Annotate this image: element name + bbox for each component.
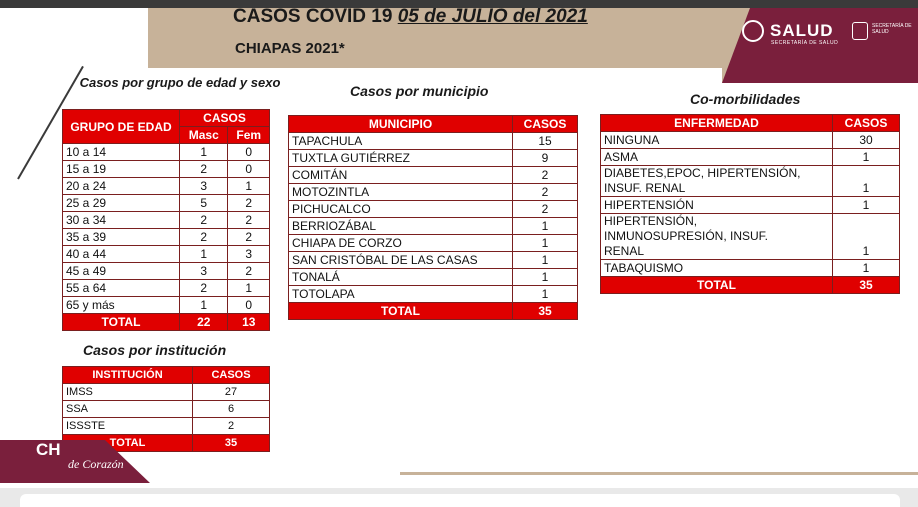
comorb-row	[601, 197, 900, 214]
title-date: 05 de JULIO del 2021	[397, 6, 588, 27]
municipio-total-row	[289, 303, 578, 320]
comorb-casos-cell: 1	[833, 197, 900, 214]
edad-fem-cell: 1	[228, 178, 270, 195]
edad-row	[63, 161, 270, 178]
comorb-name-line: TABAQUISMO	[604, 260, 684, 275]
institucion-section-title: Casos por institución	[83, 342, 227, 358]
chiapas-logo-tagline: de Corazón	[68, 457, 124, 471]
institucion-name-cell: IMSS	[63, 384, 193, 401]
comorb-casos-cell: 1	[833, 149, 900, 166]
edad-group-cell: 55 a 64	[63, 280, 180, 297]
gold-divider	[400, 472, 918, 475]
brand-cut	[722, 8, 750, 83]
edad-group-cell: 35 a 39	[63, 229, 180, 246]
edad-group-cell: 25 a 29	[63, 195, 180, 212]
municipio-casos-cell: 2	[513, 201, 578, 218]
comorb-row	[601, 132, 900, 149]
municipio-col-name: MUNICIPIO	[289, 116, 513, 133]
institucion-total-value: 35	[193, 435, 270, 452]
comorb-name-cell	[601, 149, 833, 166]
edad-masc-cell: 5	[180, 195, 228, 212]
edad-header-row	[63, 110, 270, 127]
municipio-name-cell: CHIAPA DE CORZO	[289, 235, 513, 252]
comorb-name-line: INSUF. RENAL	[604, 181, 686, 195]
page-subtitle: CHIAPAS 2021*	[235, 40, 345, 57]
chiapas-logo-text: CH	[36, 440, 61, 459]
institucion-casos-cell: 27	[193, 384, 270, 401]
comorb-casos-cell: 1	[833, 260, 900, 277]
edad-masc-cell: 2	[180, 161, 228, 178]
municipio-name-cell: PICHUCALCO	[289, 201, 513, 218]
edad-masc-cell: 1	[180, 297, 228, 314]
secretaria-text: SECRETARÍA DE SALUD	[872, 23, 912, 35]
comorb-total-value: 35	[833, 277, 900, 294]
municipio-section-title: Casos por municipio	[350, 83, 489, 99]
edad-masc-cell: 3	[180, 178, 228, 195]
edad-row	[63, 144, 270, 161]
municipio-casos-cell: 2	[513, 184, 578, 201]
edad-row	[63, 280, 270, 297]
municipio-name-cell: COMITÁN	[289, 167, 513, 184]
edad-fem-cell: 0	[228, 144, 270, 161]
comorb-name-cell	[601, 132, 833, 149]
municipio-casos-cell: 1	[513, 218, 578, 235]
edad-row	[63, 195, 270, 212]
edad-fem-cell: 3	[228, 246, 270, 263]
edad-fem-cell: 2	[228, 212, 270, 229]
edad-row	[63, 246, 270, 263]
edad-group-cell: 65 y más	[63, 297, 180, 314]
edad-row	[63, 297, 270, 314]
comorb-name-line: INMUNOSUPRESIÓN, INSUF.	[604, 229, 769, 243]
edad-fem-cell: 2	[228, 229, 270, 246]
institucion-row	[63, 418, 270, 435]
salud-logo-icon	[742, 20, 764, 42]
comorb-total-label: TOTAL	[601, 277, 833, 294]
municipio-casos-cell: 1	[513, 235, 578, 252]
comorb-section-title: Co-morbilidades	[690, 91, 801, 107]
municipio-name-cell: TAPACHULA	[289, 133, 513, 150]
municipio-row	[289, 235, 578, 252]
municipio-name-cell: SAN CRISTÓBAL DE LAS CASAS	[289, 252, 513, 269]
municipio-casos-cell: 1	[513, 286, 578, 303]
edad-col-casos: CASOS	[180, 110, 270, 127]
comorb-name-cell	[601, 214, 833, 260]
comorb-col-enf: ENFERMEDAD	[601, 115, 833, 132]
edad-fem-cell: 0	[228, 297, 270, 314]
edad-masc-cell: 2	[180, 280, 228, 297]
municipio-name-cell: TUXTLA GUTIÉRREZ	[289, 150, 513, 167]
comorb-row	[601, 214, 900, 260]
comorb-name-line: ASMA	[604, 149, 639, 164]
comorb-name-cell	[601, 260, 833, 277]
edad-masc-cell: 1	[180, 246, 228, 263]
salud-logo-text: SALUD	[770, 21, 834, 40]
edad-table	[62, 109, 270, 331]
edad-group-cell: 45 a 49	[63, 263, 180, 280]
title-prefix: CASOS COVID 19	[233, 6, 393, 27]
edad-group-cell: 10 a 14	[63, 144, 180, 161]
municipio-casos-cell: 15	[513, 133, 578, 150]
municipio-row	[289, 167, 578, 184]
institucion-col-casos: CASOS	[193, 367, 270, 384]
seal-icon	[852, 22, 868, 40]
edad-fem-cell: 2	[228, 263, 270, 280]
municipio-row	[289, 269, 578, 286]
municipio-header-row	[289, 116, 578, 133]
edad-total-label: TOTAL	[63, 314, 180, 331]
municipio-casos-cell: 9	[513, 150, 578, 167]
municipio-name-cell: TOTOLAPA	[289, 286, 513, 303]
institucion-name-cell: ISSSTE	[63, 418, 193, 435]
municipio-casos-cell: 2	[513, 167, 578, 184]
municipio-col-casos: CASOS	[513, 116, 578, 133]
comorb-total-row	[601, 277, 900, 294]
edad-col-fem: Fem	[228, 127, 270, 144]
institucion-header-row	[63, 367, 270, 384]
comorb-row	[601, 149, 900, 166]
comorb-casos-cell: 1	[833, 214, 900, 260]
municipio-name-cell: TONALÁ	[289, 269, 513, 286]
salud-logo-subtext: SECRETARÍA DE SALUD	[771, 40, 839, 46]
municipio-total-value: 35	[513, 303, 578, 320]
comorb-name-line: NINGUNA	[604, 132, 660, 147]
institucion-row	[63, 384, 270, 401]
edad-total-row	[63, 314, 270, 331]
edad-masc-cell: 1	[180, 144, 228, 161]
next-slide-edge	[20, 494, 900, 507]
edad-group-cell: 40 a 44	[63, 246, 180, 263]
municipio-name-cell: BERRIOZÁBAL	[289, 218, 513, 235]
comorb-header-row	[601, 115, 900, 132]
comorb-name-line: DIABETES,EPOC, HIPERTENSIÓN,	[604, 166, 801, 180]
edad-fem-cell: 1	[228, 280, 270, 297]
institucion-casos-cell: 6	[193, 401, 270, 418]
comorb-row	[601, 260, 900, 277]
comorb-name-line: RENAL	[604, 244, 645, 258]
edad-masc-cell: 2	[180, 212, 228, 229]
municipio-casos-cell: 1	[513, 252, 578, 269]
edad-row	[63, 212, 270, 229]
edad-col-group: GRUPO DE EDAD	[63, 110, 180, 144]
edad-fem-cell: 2	[228, 195, 270, 212]
edad-col-masc: Masc	[180, 127, 228, 144]
edad-fem-cell: 0	[228, 161, 270, 178]
municipio-total-label: TOTAL	[289, 303, 513, 320]
comorb-name-cell	[601, 166, 833, 197]
municipio-casos-cell: 1	[513, 269, 578, 286]
municipio-row	[289, 286, 578, 303]
edad-masc-cell: 3	[180, 263, 228, 280]
edad-total-fem: 13	[228, 314, 270, 331]
institucion-table	[62, 366, 270, 452]
comorb-name-line: HIPERTENSIÓN	[604, 197, 694, 212]
municipio-row	[289, 133, 578, 150]
institucion-name-cell: SSA	[63, 401, 193, 418]
municipio-table	[288, 115, 578, 320]
comorb-casos-cell: 1	[833, 166, 900, 197]
municipio-name-cell: MOTOZINTLA	[289, 184, 513, 201]
municipio-row	[289, 201, 578, 218]
municipio-row	[289, 218, 578, 235]
edad-group-cell: 20 a 24	[63, 178, 180, 195]
edad-total-masc: 22	[180, 314, 228, 331]
institucion-row	[63, 401, 270, 418]
municipio-row	[289, 150, 578, 167]
comorb-table	[600, 114, 900, 294]
comorb-casos-cell: 30	[833, 132, 900, 149]
institucion-total-label: TOTAL	[63, 435, 193, 452]
institucion-casos-cell: 2	[193, 418, 270, 435]
municipio-row	[289, 184, 578, 201]
page-title	[233, 6, 588, 28]
comorb-name-line: HIPERTENSIÓN,	[604, 214, 698, 228]
edad-masc-cell: 2	[180, 229, 228, 246]
edad-group-cell: 30 a 34	[63, 212, 180, 229]
institucion-col-name: INSTITUCIÓN	[63, 367, 193, 384]
edad-row	[63, 263, 270, 280]
comorb-col-casos: CASOS	[833, 115, 900, 132]
edad-row	[63, 178, 270, 195]
municipio-row	[289, 252, 578, 269]
comorb-name-cell	[601, 197, 833, 214]
edad-section-title: Casos por grupo de edad y sexo	[79, 75, 281, 90]
edad-row	[63, 229, 270, 246]
comorb-row	[601, 166, 900, 197]
edad-group-cell: 15 a 19	[63, 161, 180, 178]
